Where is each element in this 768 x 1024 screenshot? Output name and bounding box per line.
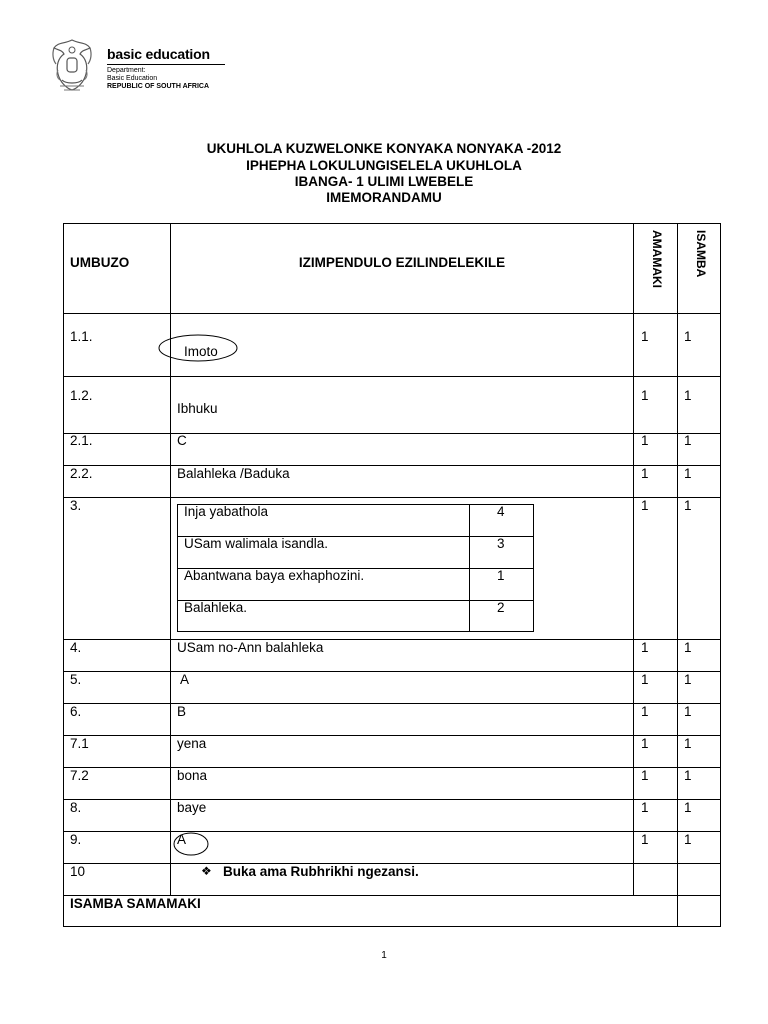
marks-value: 1 xyxy=(641,433,649,448)
marks-value: 1 xyxy=(641,466,649,481)
total-value: 1 xyxy=(684,388,692,403)
ordering-sentence: Abantwana baya exhaphozini. xyxy=(184,568,365,583)
dbe-logo xyxy=(50,32,230,102)
ordering-number: 2 xyxy=(497,600,505,615)
marks-value: 1 xyxy=(641,704,649,719)
answer-text: A xyxy=(177,672,190,687)
question-number: 9. xyxy=(70,832,82,847)
marks-value: 1 xyxy=(641,800,649,815)
answer-text: bona xyxy=(177,768,208,783)
header-question: UMBUZO xyxy=(70,255,130,270)
total-value: 1 xyxy=(684,498,692,513)
answer-text: B xyxy=(177,704,187,719)
total-value: 1 xyxy=(684,768,692,783)
question-number: 7.1 xyxy=(70,736,89,751)
table-grid xyxy=(63,223,721,927)
title-line-1: UKUHLOLA KUZWELONKE KONYAKA NONYAKA -2012 xyxy=(206,141,562,156)
marks-value: 1 xyxy=(641,768,649,783)
question-number: 7.2 xyxy=(70,768,89,783)
title-line-4: IMEMORANDAMU xyxy=(326,190,442,205)
brand-divider xyxy=(107,64,225,65)
ordering-sentence: Balahleka. xyxy=(184,600,248,615)
answer-text: C xyxy=(177,433,187,448)
marks-value: 1 xyxy=(641,388,649,403)
answer-text: yena xyxy=(177,736,207,751)
ordering-number: 1 xyxy=(497,568,505,583)
marks-value: 1 xyxy=(641,672,649,687)
question-number: 4. xyxy=(70,640,82,655)
question-number: 10 xyxy=(70,864,86,879)
answer-text: baye xyxy=(177,800,207,815)
dept-line-1: Department: xyxy=(107,67,146,74)
total-value: 1 xyxy=(684,433,692,448)
question-number: 6. xyxy=(70,704,82,719)
answer-text: Buka ama Rubhrikhi ngezansi. xyxy=(223,864,419,879)
question-number: 1.1. xyxy=(70,329,93,344)
answer-text: Balahleka /Baduka xyxy=(177,466,290,481)
brand-name: basic education xyxy=(107,46,210,62)
marks-value: 1 xyxy=(641,640,649,655)
ordering-sentence: USam walimala isandla. xyxy=(184,536,329,551)
total-value: 1 xyxy=(684,832,692,847)
answer-text: Imoto xyxy=(184,344,218,359)
page-number: 1 xyxy=(381,950,387,961)
diamond-bullet-icon: ❖ xyxy=(201,864,212,878)
question-number: 8. xyxy=(70,800,82,815)
total-value: 1 xyxy=(684,800,692,815)
dept-line-2: Basic Education xyxy=(107,75,158,82)
marks-value: 1 xyxy=(641,736,649,751)
answer-text: USam no-Ann balahleka xyxy=(177,640,324,655)
total-value: 1 xyxy=(684,640,692,655)
ordering-number: 3 xyxy=(497,536,505,551)
question-number: 1.2. xyxy=(70,388,93,403)
total-value: 1 xyxy=(684,736,692,751)
header-answer: IZIMPENDULO EZILINDELEKILE xyxy=(298,255,506,270)
question-number: 2.2. xyxy=(70,466,93,481)
coat-of-arms-icon xyxy=(50,36,94,94)
header-marks: AMAMAKI xyxy=(650,230,664,288)
marks-value: 1 xyxy=(641,832,649,847)
answer-text: Ibhuku xyxy=(177,401,218,416)
answer-text: A xyxy=(177,832,187,847)
question-number: 2.1. xyxy=(70,433,93,448)
question-number: 3. xyxy=(70,498,82,513)
memorandum-table xyxy=(63,223,721,927)
total-label: ISAMBA SAMAMAKI xyxy=(70,896,201,911)
department-text xyxy=(107,67,209,91)
marks-value: 1 xyxy=(641,498,649,513)
total-value: 1 xyxy=(684,466,692,481)
ordering-number: 4 xyxy=(497,504,505,519)
title-line-3: IBANGA- 1 ULIMI LWEBELE xyxy=(294,174,474,189)
marks-value: 1 xyxy=(641,329,649,344)
total-value: 1 xyxy=(684,329,692,344)
question-number: 5. xyxy=(70,672,82,687)
dept-line-3: REPUBLIC OF SOUTH AFRICA xyxy=(107,83,210,90)
ordering-sentence: Inja yabathola xyxy=(184,504,269,519)
total-value: 1 xyxy=(684,704,692,719)
total-value: 1 xyxy=(684,672,692,687)
title-line-2: IPHEPHA LOKULUNGISELELA UKUHLOLA xyxy=(246,158,522,173)
header-total: ISAMBA xyxy=(694,230,708,278)
